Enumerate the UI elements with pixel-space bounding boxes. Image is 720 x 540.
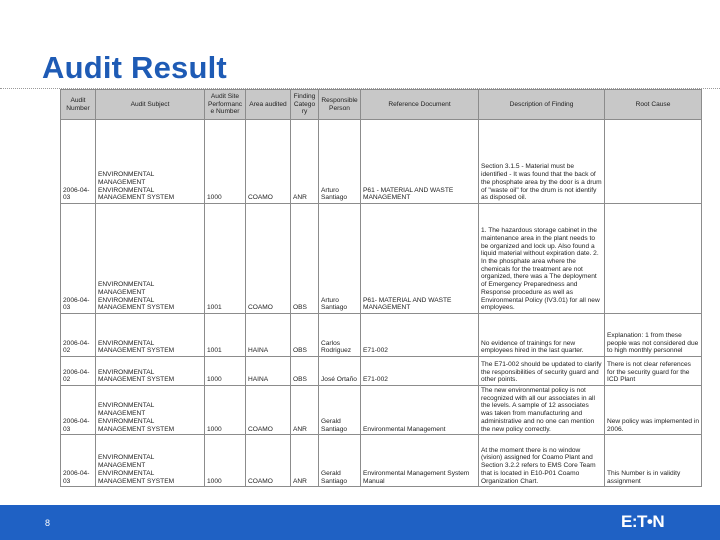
cell-audit-subject: ENVIRONMENTAL MANAGEMENT ENVIRONMENTAL MANAGEMENT SYSTEM xyxy=(96,204,205,314)
header-area-audited: Area audited xyxy=(246,90,291,120)
cell-audit-number: 2006-04-03 xyxy=(61,204,96,314)
cell-site-number: 1000 xyxy=(205,357,246,386)
cell-area: HAINA xyxy=(246,314,291,357)
cell-category: OBS xyxy=(291,314,319,357)
slide-title: Audit Result xyxy=(42,50,227,85)
cell-category: OBS xyxy=(291,357,319,386)
cell-root-cause: There is not clear references for the security guard for the ICD Plant xyxy=(605,357,702,386)
cell-audit-subject: ENVIRONMENTAL MANAGEMENT ENVIRONMENTAL MANAGEMENT SYSTEM xyxy=(96,435,205,487)
table-row xyxy=(61,357,702,386)
cell-area: COAMO xyxy=(246,435,291,487)
header-site-number: Audit Site Performance Number xyxy=(205,90,246,120)
cell-audit-subject: ENVIRONMENTAL MANAGEMENT ENVIRONMENTAL MANAGEMENT SYSTEM xyxy=(96,120,205,204)
cell-area: COAMO xyxy=(246,386,291,435)
cell-root-cause xyxy=(605,204,702,314)
cell-audit-number: 2006-04-03 xyxy=(61,435,96,487)
table-header xyxy=(61,90,702,120)
cell-audit-number: 2006-04-03 xyxy=(61,120,96,204)
cell-area: HAINA xyxy=(246,357,291,386)
cell-category: OBS xyxy=(291,204,319,314)
footer-bar xyxy=(0,505,720,540)
table-row xyxy=(61,120,702,204)
cell-audit-subject: ENVIRONMENTAL MANAGEMENT SYSTEM xyxy=(96,357,205,386)
cell-audit-subject: ENVIRONMENTAL MANAGEMENT SYSTEM xyxy=(96,314,205,357)
table-body xyxy=(61,120,702,487)
cell-description: 1. The hazardous storage cabinet in the maintenance area in the plant needs to be organized and lock up. Also found a liquid material without expiration date. 2. In the phosphate area where the chemicals for the treatment are not organized, there was a The deployment of Emergency Preparedness and Response procedure as well as Environmental Policy (IV3.01) for all new employees. xyxy=(479,204,605,314)
cell-person: Arturo Santiago xyxy=(319,120,361,204)
cell-area: COAMO xyxy=(246,120,291,204)
cell-description: The E71-002 should be updated to clarify the responsibilities of security guard and other points. xyxy=(479,357,605,386)
cell-site-number: 1001 xyxy=(205,314,246,357)
header-responsible-person: Responsible Person xyxy=(319,90,361,120)
cell-root-cause: New policy was implemented in 2006. xyxy=(605,386,702,435)
header-root-cause: Root Cause xyxy=(605,90,702,120)
cell-reference: E71-002 xyxy=(361,357,479,386)
header-audit-subject: Audit Subject xyxy=(96,90,205,120)
cell-site-number: 1000 xyxy=(205,435,246,487)
cell-person: José Ortaño xyxy=(319,357,361,386)
cell-description: At the moment there is no window (vision) assigned for Coamo Plant and Section 3.2.2 refers to EMS Core Team that is located in E10-P01 Coamo Organization Chart. xyxy=(479,435,605,487)
header-finding-category: Finding Category xyxy=(291,90,319,120)
cell-reference: P61- MATERIAL AND WASTE MANAGEMENT xyxy=(361,204,479,314)
header-audit-number: Audit Number xyxy=(61,90,96,120)
cell-person: Carlos Rodriguez xyxy=(319,314,361,357)
header-reference-document: Reference Document xyxy=(361,90,479,120)
cell-category: ANR xyxy=(291,120,319,204)
header-row xyxy=(61,90,702,120)
cell-category: ANR xyxy=(291,435,319,487)
cell-audit-number: 2006-04-02 xyxy=(61,314,96,357)
cell-description: Section 3.1.5 - Material must be identified - It was found that the back of the phosphate area by the door is a drum of "waste oil" for the drum is not identify as disposed oil. xyxy=(479,120,605,204)
cell-person: Gerald Santiago xyxy=(319,435,361,487)
table-row xyxy=(61,314,702,357)
eaton-logo: E:T•N xyxy=(621,512,665,531)
cell-root-cause xyxy=(605,120,702,204)
table-row xyxy=(61,435,702,487)
cell-description: The new environmental policy is not recognized with all our associates in all the levels. A sample of 12 associates was taken from manufacturing and administrative and no one can mention the new policy correctly. xyxy=(479,386,605,435)
cell-person: Arturo Santiago xyxy=(319,204,361,314)
cell-audit-number: 2006-04-02 xyxy=(61,357,96,386)
cell-site-number: 1000 xyxy=(205,120,246,204)
cell-reference: Environmental Management System Manual xyxy=(361,435,479,487)
table-row xyxy=(61,386,702,435)
cell-category: ANR xyxy=(291,386,319,435)
audit-results-table xyxy=(60,89,702,487)
cell-area: COAMO xyxy=(246,204,291,314)
cell-audit-subject: ENVIRONMENTAL MANAGEMENT ENVIRONMENTAL MANAGEMENT SYSTEM xyxy=(96,386,205,435)
cell-description: No evidence of trainings for new employees hired in the last quarter. xyxy=(479,314,605,357)
page-number: 8 xyxy=(45,518,51,528)
cell-root-cause: Explanation: 1 from these people was not considered due to high monthly personnel xyxy=(605,314,702,357)
cell-reference: P61 - MATERIAL AND WASTE MANAGEMENT xyxy=(361,120,479,204)
header-description: Description of Finding xyxy=(479,90,605,120)
cell-site-number: 1000 xyxy=(205,386,246,435)
cell-reference: E71-002 xyxy=(361,314,479,357)
cell-root-cause: This Number is in validity assignment xyxy=(605,435,702,487)
cell-site-number: 1001 xyxy=(205,204,246,314)
cell-reference: Environmental Management xyxy=(361,386,479,435)
cell-audit-number: 2006-04-03 xyxy=(61,386,96,435)
table-row xyxy=(61,204,702,314)
cell-person: Gerald Santiago xyxy=(319,386,361,435)
